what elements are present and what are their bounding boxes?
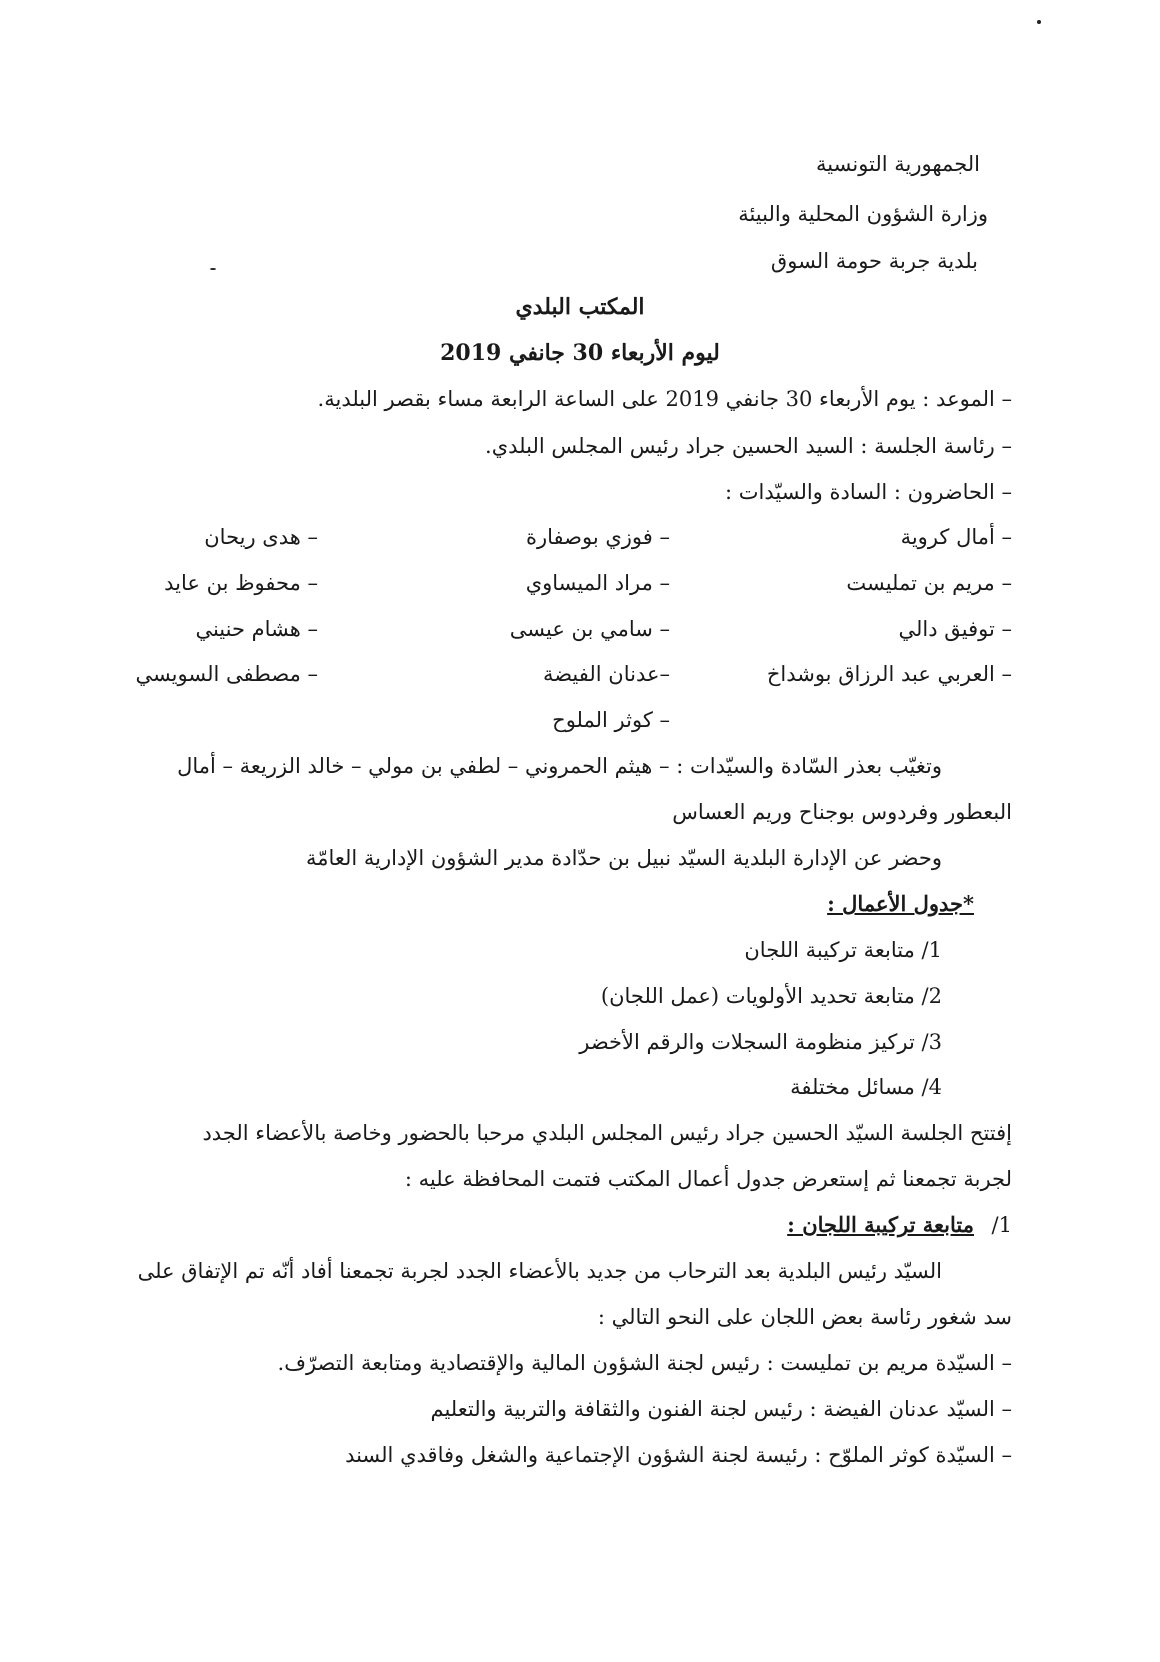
- doc-subtitle: ليوم الأربعاء 30 جانفي 2019: [440, 340, 720, 366]
- attendee-middle-1: – فوزي بوصفارة: [525, 525, 670, 549]
- attendee-right-4: – العربي عبد الرزاق بوشداخ: [766, 662, 1012, 686]
- header-municipality: بلدية جربة حومة السوق: [770, 249, 978, 273]
- agenda-heading: *جدول الأعمال :: [827, 891, 974, 916]
- agenda-item-2: 2/ متابعة تحديد الأولويات (عمل اللجان): [600, 984, 942, 1008]
- opening-line-1: إفتتح الجلسة السيّد الحسين جراد رئيس المجلس البلدي مرحبا بالحضور وخاصة بالأعضاء الجدد: [202, 1121, 1012, 1145]
- attendee-right-3: – توفيق دالي: [898, 617, 1012, 641]
- header-republic: الجمهورية التونسية: [816, 152, 980, 176]
- attendee-middle-4: –عدنان الفيضة: [542, 662, 670, 686]
- absent-line-1: وتغيّب بعذر السّادة والسيّدات : – هيثم الحمروني – لطفي بن مولي – خالد الزريعة – أمال: [177, 754, 942, 778]
- attendee-left-3: – هشام حنيني: [195, 617, 318, 641]
- header-ministry: وزارة الشؤون المحلية والبيئة: [738, 202, 988, 226]
- doc-title: المكتب البلدي: [515, 294, 645, 320]
- attendee-middle-5: – كوثر الملوح: [552, 708, 670, 732]
- agenda-item-4: 4/ مسائل مختلفة: [790, 1075, 942, 1099]
- section1-number: 1/: [991, 1213, 1012, 1237]
- attendee-middle-2: – مراد الميساوي: [525, 571, 670, 595]
- attendee-left-2: – محفوظ بن عايد: [164, 571, 318, 595]
- administration-line: وحضر عن الإدارة البلدية السيّد نبيل بن حدّادة مدير الشؤون الإدارية العامّة: [305, 846, 942, 870]
- attendee-right-1: – أمال كروية: [900, 525, 1012, 549]
- scan-speck: [210, 268, 216, 270]
- agenda-item-1: 1/ متابعة تركيبة اللجان: [744, 938, 942, 962]
- section1-para-line-2: سد شغور رئاسة بعض اللجان على النحو التالي :: [597, 1305, 1012, 1329]
- section1-para-line-1: السيّد رئيس البلدية بعد الترحاب من جديد بالأعضاء الجدد لجربة تجمعنا أفاد أنّه تم الإتفاق على: [137, 1259, 942, 1283]
- section1-heading: متابعة تركيبة اللجان :: [787, 1212, 974, 1237]
- attendee-middle-3: – سامي بن عيسى: [509, 617, 670, 641]
- absent-line-2: البعطور وفردوس بوجناح وريم العساس: [672, 800, 1012, 824]
- attendees-intro: – الحاضرون : السادة والسيّدات :: [725, 480, 1012, 504]
- scan-speck: [1037, 20, 1041, 24]
- attendee-left-4: – مصطفى السويسي: [135, 662, 318, 686]
- section1-item-2: – السيّد عدنان الفيضة : رئيس لجنة الفنون والثقافة والتربية والتعليم: [430, 1397, 1012, 1421]
- attendee-left-1: – هدى ريحان: [204, 525, 318, 549]
- attendee-right-2: – مريم بن تمليست: [846, 571, 1012, 595]
- section1-item-3: – السيّدة كوثر الملوّح : رئيسة لجنة الشؤون الإجتماعية والشغل وفاقدي السند: [345, 1443, 1012, 1467]
- meeting-date-line: – الموعد : يوم الأربعاء 30 جانفي 2019 على الساعة الرابعة مساء بقصر البلدية.: [317, 387, 1012, 411]
- section1-item-1: – السيّدة مريم بن تمليست : رئيس لجنة الشؤون المالية والإقتصادية ومتابعة التصرّف.: [277, 1351, 1012, 1375]
- meeting-chair-line: – رئاسة الجلسة : السيد الحسين جراد رئيس المجلس البلدي.: [485, 434, 1012, 458]
- opening-line-2: لجربة تجمعنا ثم إستعرض جدول أعمال المكتب فتمت المحافظة عليه :: [404, 1167, 1012, 1191]
- agenda-item-3: 3/ تركيز منظومة السجلات والرقم الأخضر: [579, 1030, 942, 1054]
